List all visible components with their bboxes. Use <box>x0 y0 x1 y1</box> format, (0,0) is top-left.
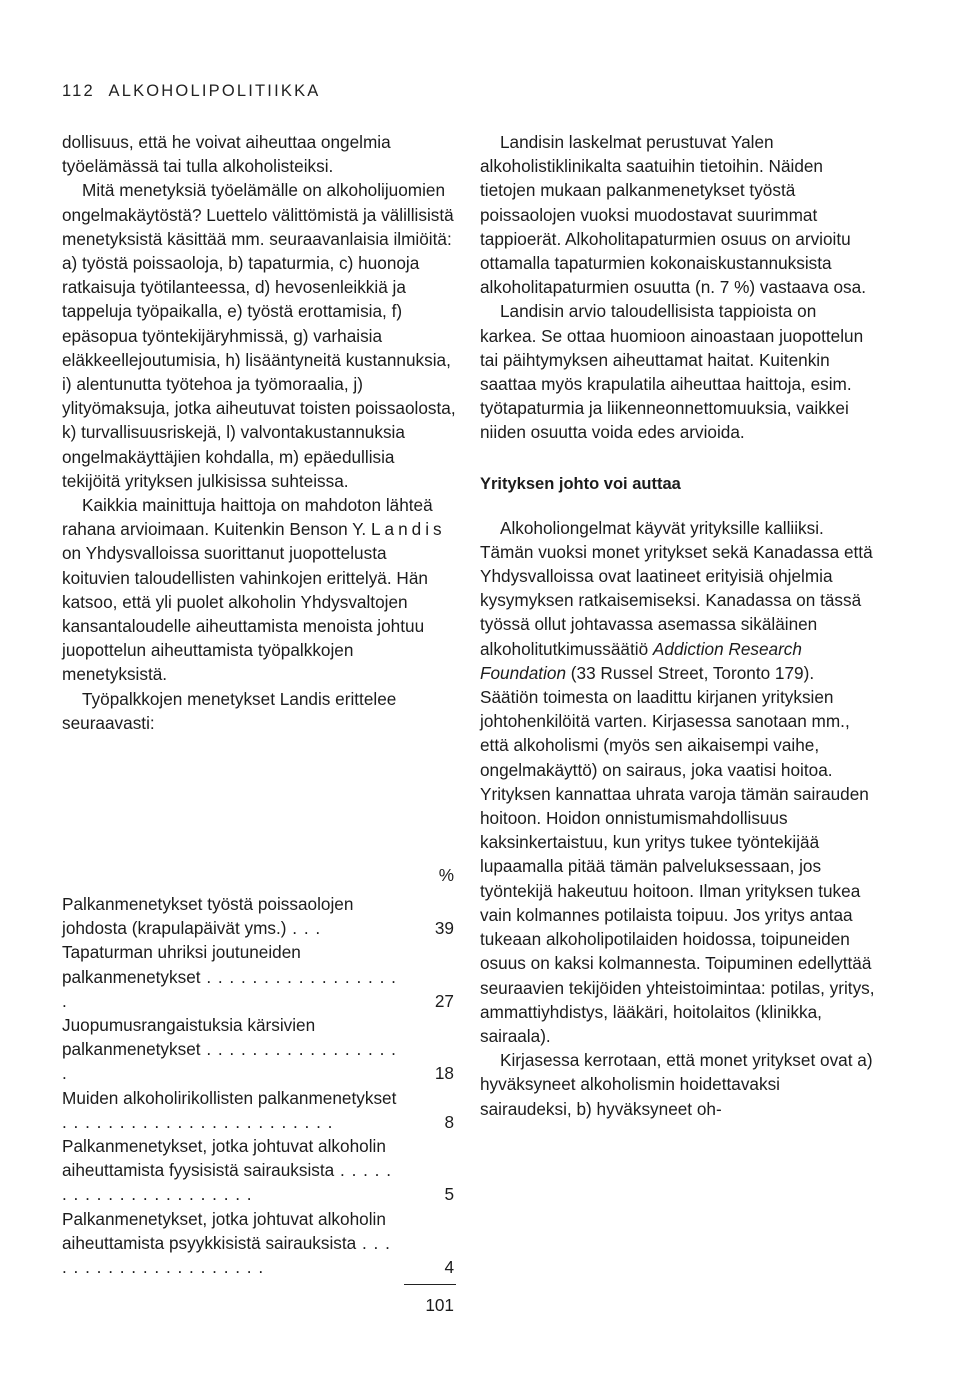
row-label: Tapaturman uhriksi joutuneiden palkanmenetykset . . . . . . . . . . . . . . . . . . <box>62 942 397 1011</box>
left-paragraph-3 <box>62 493 456 687</box>
right-paragraph-2: Landisin arvio taloudellisista tappioista on karkea. Se ottaa huomioon ainoastaan juopottelun tai päihtymyksen aiheuttamat haitat. Kuitenkin saattaa myös krapulatila aiheuttaa haittoja, esim. työtapaturmia ja liikenneonnettomuuksia, vaikkei niiden osuutta voida edes arvioida. <box>480 301 864 443</box>
left-paragraph-1: dollisuus, että he voivat aiheuttaa ongelmia työelämässä tai tulla alkoholisteiksi. <box>62 132 391 177</box>
left-paragraph-2: Mitä menetyksiä työelämälle on alkoholijuomien ongelmakäytöstä? Luettelo välittömistä ja välillisistä menetyksistä käsittää mm. seuraavanlaisia ilmiöitä: a) työstä poissaoloja, b) tapaturmia, c) huonoja ratkaisuja työtilanteessa, d) hevosenleikkiä ja tappeluja työpaikalla, e) työstä erottamisia, f) epäsopua työntekijäryhmissä, g) varhaisia eläkkeellejoutumisia, h) lisääntyneitä kustannuksia, i) alentunutta työtehoa ja työmoraalia, j) ylityömaksuja, jotka aiheutuvat toisten poissaolosta, k) turvallisuusriskejä, l) valvontakustannuksia ongelmakäyttäjien kohdalla, m) epäedullisia tekijöitä yrityksen julkisissa suhteissa. <box>62 180 456 491</box>
total-rule <box>404 1284 456 1285</box>
running-title: ALKOHOLIPOLITIIKKA <box>108 82 321 100</box>
right-paragraph-4: Kirjasessa kerrotaan, että monet yritykset ovat a) hyväksyneet alkoholismin hoidettavaksi sairaudeksi, b) hyväksyneet oh- <box>480 1050 873 1119</box>
percent-column-header: % <box>438 865 454 885</box>
row-label: Palkanmenetykset, jotka johtuvat alkoholin aiheuttamista psyykkisistä sairauksista . . . . . . . . . . . . . . . . . . . . . <box>62 1208 391 1278</box>
row-label: Juopumusrangaistuksia kärsivien palkanmenetykset . . . . . . . . . . . . . . . . . . <box>62 1015 397 1084</box>
table-row <box>62 1207 456 1280</box>
right-column <box>480 130 876 1121</box>
row-value: 4 <box>444 1257 454 1278</box>
row-label: Muiden alkoholirikollisten palkanmenetykset . . . . . . . . . . . . . . . . . . . . . . . . <box>62 1087 397 1132</box>
row-value: 39 <box>434 918 454 939</box>
page-header <box>62 82 320 101</box>
table-row <box>62 892 456 940</box>
row-value: 27 <box>434 990 454 1011</box>
row-value: 8 <box>444 1111 454 1132</box>
right-paragraph-1: Landisin laskelmat perustuvat Yalen alkoholistiklinikalta saatuihin tietoihin. Näiden tietojen mukaan palkanmenetykset työstä poissaolojen vuoksi muodostavat suurimmat tappioerät. Alkoholitapaturmien osuus on arvioitu ottamalla tapaturmien kokonaiskustannuksista alkoholitapaturmien osuutta (n. 7 %) vastaava osa. <box>480 132 866 298</box>
right-paragraph-3-start: Alkoholiongelmat käyvät yrityksille kalliiksi. Tämän vuoksi monet yritykset sekä Kanadassa että Yhdysvalloissa ovat laatineet erityisiä ohjelmia kysymyksen ratkaisemiseksi. Kanadassa on tässä työssä ollut johtavassa asemassa sikäläinen alkoholitutkimussäätiö <box>480 517 873 659</box>
table-row <box>62 1013 456 1086</box>
table-row <box>62 1086 456 1134</box>
row-value: 5 <box>444 1184 454 1205</box>
table-total: 101 <box>425 1295 454 1316</box>
left-paragraph-4: Työpalkkojen menetykset Landis erittelee seuraavasti: <box>62 688 397 733</box>
row-value: 18 <box>434 1063 454 1084</box>
wage-loss-table <box>62 858 456 1317</box>
right-paragraph-3 <box>480 516 876 1048</box>
foundation-name: Addiction Research Foundation <box>480 638 802 683</box>
row-label: Palkanmenetykset, jotka johtuvat alkoholin aiheuttamista fyysisistä sairauksista . . . . . . . . . . . . . . . . . . . . . . <box>62 1136 393 1205</box>
author-name-spaced: Landis <box>370 519 446 540</box>
left-paragraph-3-end: on Yhdysvalloissa suorittanut juopottelusta koituvien taloudellisten vahinkojen erittelyä. Hän katsoo, että yli puolet alkoholin Yhdysvaltojen kansantaloudelle aiheuttamista menoista johtuu juopottelun aiheuttamista työpalkkojen menetyksistä. <box>62 543 428 685</box>
table-row <box>62 940 456 1013</box>
left-column <box>62 130 456 735</box>
section-heading: Yrityksen johto voi auttaa <box>480 474 681 493</box>
table-row <box>62 1134 456 1207</box>
total-rule-wrap <box>62 1279 456 1287</box>
row-label: Palkanmenetykset työstä poissaolojen johdosta (krapulapäivät yms.) . . . <box>62 894 354 939</box>
right-paragraph-3-end: (33 Russel Street, Toronto 179). Säätiön toimesta on laadittu kirjanen yrityksien johtohenkilöitä varten. Kirjasessa sanotaan mm., että alkoholismi (myös sen aikaisempi vaihe, ongelmakäyttö) on sairaus, joka vaatisi hoitoa. Yrityksen kannattaa uhrata varoja tämän sairauden hoitoon. Hoidon onnistumismahdollisuus kaksinkertaistuu, kun yritys tukee työntekijää lupaamalla pitää tämän palveluksessaan, jos työntekijä hakeutuu hoitoon. Ilman yrityksen tukea vain kolmannes potilaista toipuu. Jos yritys antaa tukeaan alkoholipotilaiden hoidossa, toipuneiden osuus on kaksi kolmannesta. Toipuminen edellyttää seuraavien tekijöiden yhteistoimintaa: potilas, yritys, ammattiyhdistys, lääkäri, hoitolaitos (klinikka, sairaala). <box>480 662 875 1046</box>
left-paragraph-3-start: Kaikkia mainittuja haittoja on mahdoton lähteä rahana arvioimaan. Kuitenkin Benson Y. <box>62 495 433 540</box>
page-number: 112 <box>62 82 95 100</box>
